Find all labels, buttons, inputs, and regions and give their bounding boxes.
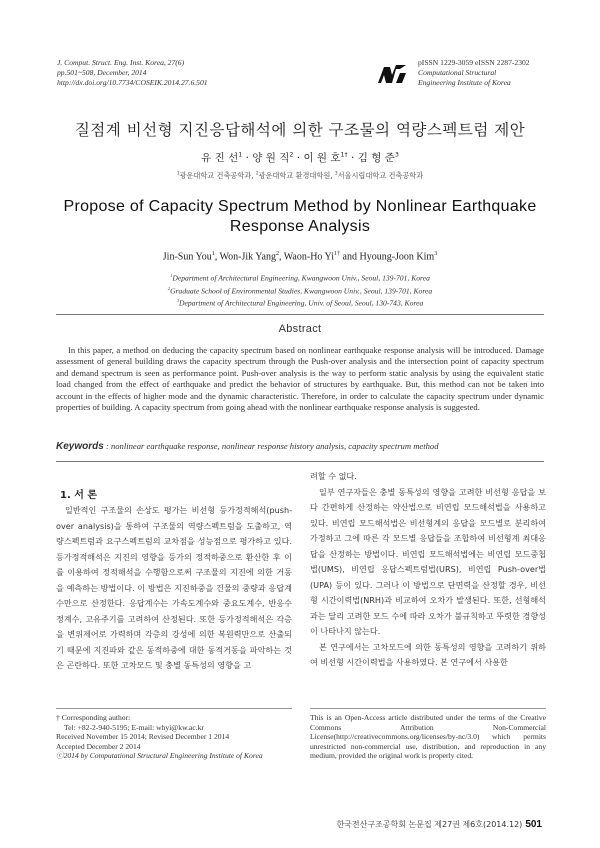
corresponding-contact[interactable]: Tel: +82-2-940-5195; E-mail: whyi@kw.ac.kr [64, 722, 204, 732]
aff-ko-num-2: 2 [255, 171, 259, 177]
body-paragraph: 려할 수 없다. [310, 471, 357, 481]
footnote-rule-right [310, 708, 546, 709]
author-en-sep: , [278, 251, 284, 263]
aff-en-num-2: 2 [167, 285, 171, 291]
aff-en-text-3: Department of Architectural Engineering, Univ. of Seoul, Seoul, 130-743, Korea [179, 298, 424, 308]
keywords-line [56, 441, 544, 452]
body-paragraph: 일부 연구자들은 충별 동특성의 영향을 고려한 비선형 응답을 보다 간편하게 산정하는 약산법으로 비연립 모드해석법을 사용하고 있다. 비연립 모드해석법은 비선형계의 응답을 모드별로 분리하여 가정하고 그에 따른 각 모드별 응답들을 조합하여 비선형계 최대응답을 산정하는 방법이다. 비연립 모드해석법에는 비연립 모드중첩법(UMS), 비연립 응답스펙트럼법(URS), 비연립 Push-over법(UPA) 등이 있다. 그러나 이 방법으로 단면력을 산정할 경우, 비선형 시간이력법(NRH)과 비교하여 오차가 발생된다. 또한, 선형해석과는 달리 고려한 모드 수에 따라 오차가 불규칙하고 뚜렷한 경향성이 나타나지 않는다. [310, 486, 546, 636]
affiliations-english [0, 271, 600, 309]
journal-citation [57, 58, 208, 88]
aff-ko-num-1: 1 [176, 171, 180, 177]
author-en-3: Waon-Ho Yi [283, 251, 335, 263]
body-paragraph: 일반적인 구조물의 손상도 평가는 비선형 등가정적해석(push-over analysis)을 통하여 구조물의 역량스펙트럼을 도출하고, 역량스펙트럼과 요구스펙트럼의 교차점을 성능점으로 평가하고 있다. 등가정적해석은 지진의 영향을 등가의 정적하중으로 환산한 후 이를 이용하여 정적해석을 수행함으로써 구조물의 지진에 의한 거동을 예측하는 방법이다. 이 방법은 지진하중을 건물의 중량과 응답계수만으로 산정한다. 응답계수는 가속도계수와 중요도계수, 반응수정계수, 고유주기를 고려하여 산정된다. 또한 등가정적해석은 각층을 변위제어로 가력하며 각층의 강성에 의한 복원력만으로 산출되기 때문에 지진파와 같은 동적하중에 대한 동적거동을 파악하는 것은 곤란하다. 또한 고차모드 및 충별 동특성의 영향을 고 [56, 505, 292, 670]
author-ko-2: 양 원 직 [252, 152, 290, 164]
page-number: 501 [525, 819, 542, 830]
body-right-column [310, 469, 546, 671]
footnote-corresponding [56, 713, 296, 761]
author-en-and: and [340, 251, 360, 263]
body-left-column [56, 503, 292, 674]
aff-en-text-2: Graduate School of Environmental Studies, Kwangwoon Univ., Seoul, 139-701, Korea [170, 286, 433, 296]
footnote-license: This is an Open-Access article distributed under the terms of the Creative Commons Attribution Non-Commercial License(http://creativecommons.org/licenses/by-nc/3.0) which permits unrestricted non-commercial use, distribution, and reproduction in any medium, provided the original work is properly cited. [310, 713, 546, 761]
author-en-3-sup: 1† [334, 251, 341, 257]
authors-english [0, 251, 600, 262]
aff-en-3 [0, 296, 600, 309]
footnote-rule-left [56, 708, 292, 709]
journal-issue-footer: 한국전산구조공학회 논문집 제27권 제6호(2014.12) [336, 820, 523, 829]
copyright-line: ⓒ2014 by Computational Structural Engineering Institute of Korea [56, 751, 263, 761]
title-english-line-1: Propose of Capacity Spectrum Method by Nonlinear Earthquake [63, 198, 537, 215]
accepted-date: Accepted December 2 2014 [56, 741, 141, 751]
author-ko-2-sup: 2 [289, 151, 294, 159]
publisher-line-2: Engineering Institute of Korea [418, 78, 511, 87]
abstract-top-rule [56, 314, 544, 315]
cseik-logo-icon [376, 63, 408, 85]
author-en-2-sup: 2 [275, 251, 279, 257]
received-date: Received November 15 2014; Revised December 1 2014 [56, 732, 230, 742]
abstract-heading: Abstract [278, 323, 322, 335]
author-ko-3-sup: 1† [340, 151, 348, 159]
author-en-1: Jin-Sun You [162, 251, 212, 263]
aff-en-2 [0, 284, 600, 297]
author-sep: · [242, 152, 253, 164]
author-en-4-sup: 3 [434, 251, 438, 257]
journal-name: J. Comput. Struct. Eng. Inst. Korea, 27(6) [57, 58, 185, 67]
aff-en-text-1: Department of Architectural Engineering, Kwangwoon Univ., Seoul, 139-701, Korea [172, 273, 430, 283]
body-paragraph: 본 연구에서는 고차모드에 의한 동특성의 영향을 고려하기 위하여 비선형 시간이력법을 사용하였다. 본 연구에서 사용한 [310, 641, 546, 667]
title-english [40, 197, 560, 237]
aff-en-num-3: 3 [176, 298, 180, 304]
aff-ko-2: 광운대학교 환경대학원, [258, 171, 335, 180]
author-ko-1: 유 진 선 [201, 152, 239, 164]
journal-pages: pp.501~508, December, 2014 [57, 68, 147, 77]
author-en-sep: , [214, 251, 220, 263]
page-footer [336, 819, 542, 830]
author-en-1-sup: 1 [211, 251, 215, 257]
issn-line: pISSN 1229-3059 eISSN 2287-2302 [418, 58, 530, 67]
issn-block [418, 58, 530, 88]
author-en-2: Won-Jik Yang [219, 251, 276, 263]
aff-ko-num-3: 3 [334, 171, 338, 177]
aff-en-num-1: 1 [170, 273, 173, 278]
title-english-line-2: Response Analysis [229, 218, 371, 235]
doi-link[interactable]: http://dx.doi.org/10.7734/COSEIK.2014.27.6.501 [57, 78, 208, 87]
author-ko-3: 이 원 호 [303, 152, 341, 164]
aff-en-1 [0, 271, 600, 284]
keywords-label: Keywords [56, 441, 104, 452]
author-ko-4: 김 형 준 [357, 152, 395, 164]
authors-korean [0, 150, 600, 165]
abstract-text: In this paper, a method on deducing the capacity spectrum based on nonlinear earthquake response analysis will be introduced. Damage assessment of general building draws the capacity spectrum through the Push-over analysis and the intersection point of capacity spectrum and demand spectrum is seen as performance point. Push-over analysis is the way to perform static analysis by using the equivalent static load changed from the effect of earthquake and predict the behavior of structures by earthquake. But, this method can not be taken into account in the effects of higher mode and the dynamic characteristic. Therefore, in order to calculate the capacity spectrum under dynamic properties of building. A capacity spectrum from going ahead with the nonlinear earthquake response analysis is suggested. [56, 345, 544, 413]
aff-ko-3: 서울시립대학교 건축공학과 [337, 171, 424, 180]
title-korean: 질점계 비선형 지진응답해석에 의한 구조물의 역량스펙트럼 제안 [74, 121, 526, 139]
author-sep: · [347, 152, 358, 164]
corresponding-author-label: † Corresponding author: [56, 713, 131, 722]
aff-ko-1: 광운대학교 건축공학과, [179, 171, 256, 180]
keywords-bottom-rule [56, 461, 544, 462]
author-en-4: Hyoung-Joon Kim [359, 251, 435, 263]
author-ko-1-sup: 1 [238, 151, 243, 159]
keywords-text: : nonlinear earthquake response, nonlinear response history analysis, capacity spectrum method [103, 441, 439, 451]
author-ko-4-sup: 3 [394, 151, 399, 159]
publisher-line-1: Computational Structural [418, 68, 497, 77]
author-sep: · [293, 152, 304, 164]
affiliations-korean [0, 171, 600, 181]
section-heading-intro: 1. 서 론 [60, 490, 98, 501]
